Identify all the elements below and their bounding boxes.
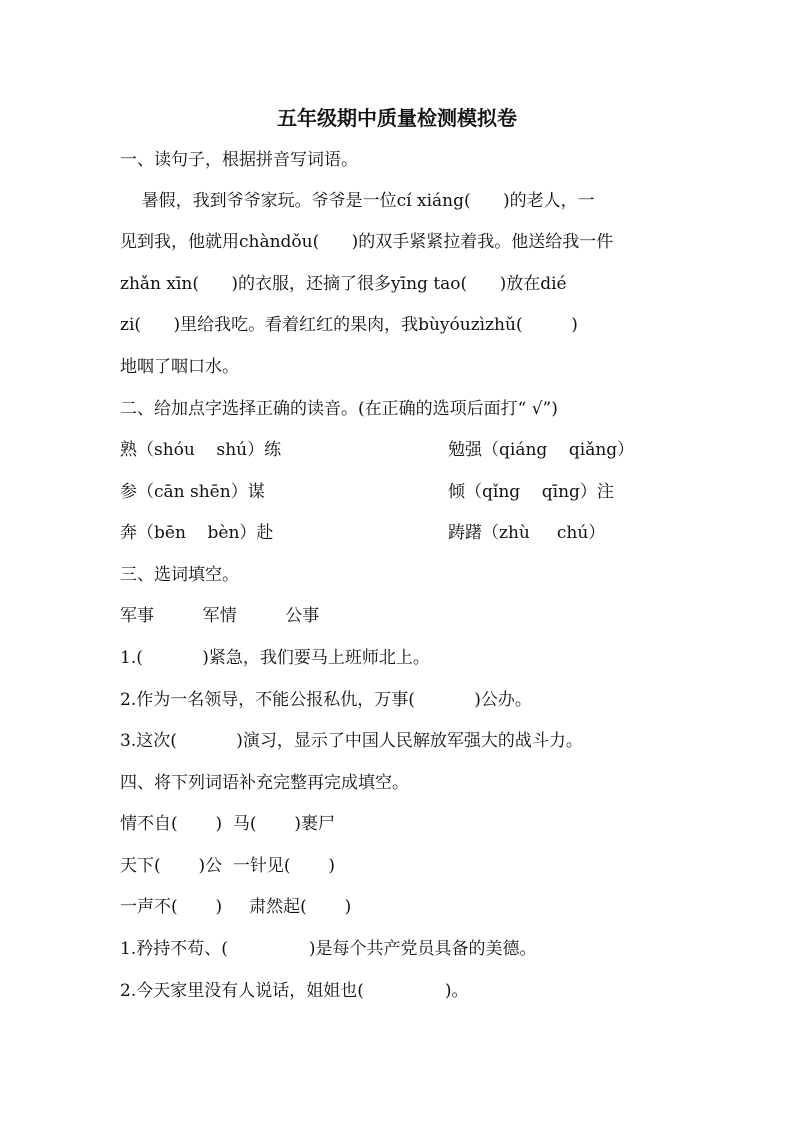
- fill-blank-item: 3.这次( )演习，显示了中国人民解放军强大的战斗力。: [120, 731, 583, 751]
- fill-blank-item: 2.作为一名领导，不能公报私仇，万事( )公办。: [120, 690, 532, 710]
- fill-blank-item: 1.( )紧急，我们要马上班师北上。: [120, 648, 430, 668]
- section-1-line: 地咽了咽口水。: [120, 357, 239, 377]
- pronunciation-item: 勉强（qiáng qiǎng）: [448, 440, 635, 460]
- pronunciation-item: 奔（bēn bèn）赴: [120, 523, 274, 543]
- pronunciation-item: 参（cān shēn）谋: [120, 482, 265, 502]
- idiom-row: 一声不( ) 肃然起( ): [120, 897, 352, 917]
- fill-blank-item: 2.今天家里没有人说话，姐姐也( )。: [120, 981, 469, 1001]
- section-4-heading: 四、将下列词语补充完整再完成填空。: [120, 773, 409, 793]
- section-3-heading: 三、选词填空。: [120, 565, 239, 585]
- idiom-row: 天下( )公 一针见( ): [120, 856, 335, 876]
- pronunciation-item: 踌躇（zhù chú）: [448, 523, 606, 543]
- page-title: 五年级期中质量检测模拟卷: [277, 106, 517, 130]
- section-1-line: 见到我，他就用chàndǒu( )的双手紧紧拉着我。他送给我一件: [120, 232, 614, 252]
- idiom-row: 情不自( ) 马( )裹尸: [120, 814, 335, 834]
- section-2-heading: 二、给加点字选择正确的读音。(在正确的选项后面打“ √”): [120, 399, 558, 419]
- section-1-line: zhǎn xīn( )的衣服，还摘了很多yīng tao( )放在dié: [120, 274, 567, 294]
- section-1-line: 暑假，我到爷爷家玩。爷爷是一位cí xiáng( )的老人，一: [120, 191, 595, 211]
- section-1-line: zi( )里给我吃。看着红红的果肉，我bùyóuzìzhǔ( ): [120, 315, 578, 335]
- section-1-heading: 一、读句子，根据拼音写词语。: [120, 150, 358, 170]
- pronunciation-item: 倾（qǐng qīng）注: [448, 482, 614, 502]
- fill-blank-item: 1.矜持不苟、( )是每个共产党员具备的美德。: [120, 939, 537, 959]
- pronunciation-item: 熟（shóu shú）练: [120, 440, 282, 460]
- word-choices: 军事 军情 公事: [120, 606, 320, 626]
